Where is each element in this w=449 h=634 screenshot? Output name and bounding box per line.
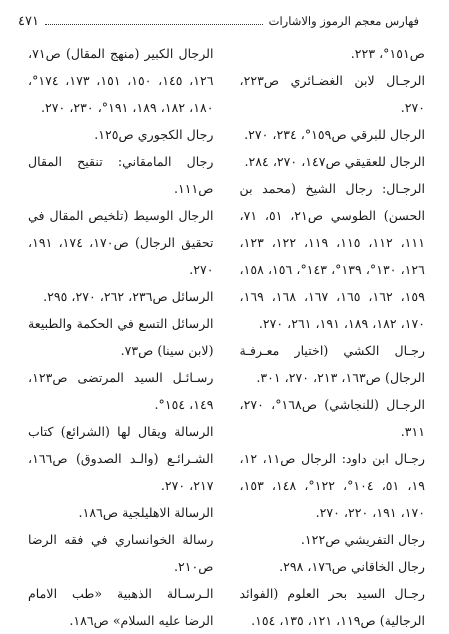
running-header (18, 10, 419, 32)
index-entry: الرسائل ص٢٣٦، ٢٦٢، ٢٧٠، ٢٩٥. (43, 289, 214, 304)
header-dot-leader (45, 24, 263, 25)
index-entry: رجـال السيد بحر العلوم (الفوائد الرجالية) ص١١٩، ١٢١، ١٣٥، ١٥٤. (239, 586, 425, 628)
index-entry: رسـائـل السيد المرتضى ص١٢٣، ١٤٩، ١٥٤°. (28, 370, 214, 412)
index-entry: رجال الخاقاني ص١٧٦، ٢٩٨. (279, 559, 425, 574)
index-entry: الـرسـالة الذهبية «طب الامام الرضا عليه السلام» ص١٨٦. (28, 586, 214, 628)
index-entry: الرسالة الاهليلجية ص١٨٦. (78, 505, 214, 520)
index-entry: رجال التفريشي ص١٢٢. (300, 532, 425, 547)
header-title: فهارس معجم الرموز والاشارات (268, 14, 419, 28)
index-entry: ص١٥١°، ٢٢٣. (350, 46, 425, 61)
index-entry: الرسالة ويقال لها (الشرائع) كتاب الشـرائـع (والـد الصدوق) ص١٦٦، ٢١٧، ٢٧٠. (28, 424, 214, 493)
index-entry: الرجـال: رجال الشيخ (محمد بن الحسن) الطوسي ص٢١، ٥١، ٧١، ١١١، ١١٢، ١١٥، ١١٩، ١٢٢، ١٢٣، ١٢٦، ١٣٠°، ١٣٩°، ١٤٣°، ١٥٦، ١٥٨، ١٥٩، ١٦٢، ١٦٥، ١٦٧، ١٦٨، ١٦٩، ١٧٠، ١٨٢، ١٨٩، ١٩١، ٢٦١، ٢٧٠. (239, 181, 425, 331)
index-entry: رجـال الكشي (اختيار معـرفـة الرجال) ص١٦٣، ٢١٣، ٢٧٠، ٣٠١. (239, 343, 425, 385)
index-entry: رجال المامقاني: تنقيح المقال ص١١١. (28, 154, 214, 196)
index-entry: رسالة الخوانساري في فقه الرضا ص٢١٠. (28, 532, 214, 574)
index-entry: الرجال للعقيقي ص١٤٧، ٢٧٠، ٢٨٤. (244, 154, 425, 169)
index-entry: الرجـال (للنجاشي) ص١٦٨°، ٢٧٠، ٣١١. (239, 397, 425, 439)
index-entry: الرجـال لابن الغضـائري ص٢٢٣، ٢٧٠. (239, 73, 425, 115)
left-column (28, 40, 214, 628)
index-entry: رجال الكجوري ص١٢٥. (94, 127, 214, 142)
index-entry: الرجال الكبير (منهج المقال) ص٧١، ١٢٦، ١٤٥، ١٥٠، ١٥١، ١٧٣، ١٧٤°، ١٨٠، ١٨٢، ١٨٩، ١٩١°، ٢٣٠، ٢٧٠. (28, 46, 214, 115)
index-entry: الرجال الوسيط (تلخيص المقال في تحقيق الرجال) ص١٧٠، ١٧٤، ١٩١، ٢٧٠. (28, 208, 214, 277)
index-columns (28, 40, 425, 628)
index-entry: الرسائل التسع في الحكمة والطبيعة (لابن سينا) ص٧٣. (28, 316, 214, 358)
right-column (239, 40, 426, 628)
index-entry: الرجال للبرقي ص١٥٩°، ٢٣٤، ٢٧٠. (244, 127, 425, 142)
index-entry: رجـال ابن داود: الرجال ص١١، ١٢، ١٩، ٥١، ١٠٤°، ١٢٢°، ١٤٨، ١٥٣، ١٧٠، ١٩١، ٢٢٠، ٢٧٠. (239, 451, 425, 520)
page-number: ٤٧١ (18, 13, 39, 29)
